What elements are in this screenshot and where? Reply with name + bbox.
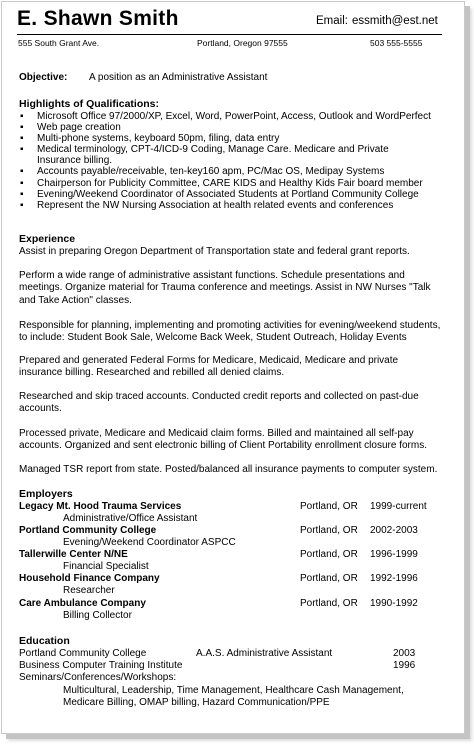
applicant-name: E. Shawn Smith <box>17 7 179 30</box>
education-row <box>19 648 449 660</box>
highlight-item: ▪ Evening/Weekend Coordinator of Associated Students at Portland Community College <box>19 189 447 200</box>
experience-paragraph: Assist in preparing Oregon Department of Transportation state and federal grant reports. <box>19 246 410 257</box>
employers-heading: Employers <box>19 488 73 500</box>
email-label: Email: <box>316 15 348 27</box>
objective-text: A position as an Administrative Assistant <box>89 72 268 83</box>
employer-years: 1999-current <box>370 501 427 512</box>
degree: A.A.S. Administrative Assistant <box>196 648 333 659</box>
education-year: 1996 <box>393 660 416 671</box>
employer-row <box>19 598 449 610</box>
employer-city: Portland, OR <box>300 598 358 609</box>
highlights-list <box>19 111 447 211</box>
highlights-heading: Highlights of Qualifications: <box>19 98 159 110</box>
employer-city: Portland, OR <box>300 501 358 512</box>
employer-city: Portland, OR <box>300 549 358 560</box>
school-name: Business Computer Training Institute <box>19 660 183 671</box>
employer-years: 1992-1996 <box>370 573 418 584</box>
highlight-item: ▪ Multi-phone systems, keyboard 50pm, filing, data entry <box>19 133 447 144</box>
objective-label: Objective: <box>19 72 68 83</box>
employer-name: Household Finance Company <box>19 573 160 584</box>
street-address: 555 South Grant Ave. <box>18 38 100 48</box>
employer-role: Administrative/Office Assistant <box>63 513 198 524</box>
employer-years: 1996-1999 <box>370 549 418 560</box>
highlight-item: ▪ Accounts payable/receivable, ten-key160 apm, PC/Mac OS, Medipay Systems <box>19 166 447 177</box>
experience-paragraph: Managed TSR report from state. Posted/balanced all insurance payments to computer system. <box>19 464 438 475</box>
employer-row <box>19 549 449 561</box>
education-heading: Education <box>19 635 70 647</box>
experience-paragraph: Prepared and generated Federal Forms for Medicare, Medicaid, Medicare and private insurance billing. Researched and rebilled all denied claims. <box>19 355 399 379</box>
seminars-label: Seminars/Conferences/Workshops: <box>19 672 177 683</box>
highlight-item: ▪ Chairperson for Publicity Committee, CARE KIDS and Healthy Kids Fair board member <box>19 178 447 189</box>
highlight-item: ▪ Microsoft Office 97/2000/XP, Excel, Word, PowerPoint, Access, Outlook and WordPerfect <box>19 111 447 122</box>
employer-role: Billing Collector <box>63 610 132 621</box>
employer-name: Tallerwille Center N/NE <box>19 549 128 560</box>
employer-years: 2002-2003 <box>370 525 418 536</box>
employer-name: Care Ambulance Company <box>19 598 146 609</box>
employer-city: Portland, OR <box>300 525 358 536</box>
employer-years: 1990-1992 <box>370 598 418 609</box>
experience-paragraph: Researched and skip traced accounts. Conducted credit reports and collected on past-due accounts. <box>19 391 419 415</box>
highlight-item: ▪ Web page creation <box>19 122 447 133</box>
education-year: 2003 <box>393 648 416 659</box>
city-state-zip: Portland, Oregon 97555 <box>197 38 288 48</box>
email-address: essmith@est.net <box>352 15 438 27</box>
highlight-item: ▪ Represent the NW Nursing Association at health related events and conferences <box>19 200 447 211</box>
employer-row <box>19 501 449 513</box>
education-row <box>19 672 449 684</box>
employer-role: Evening/Weekend Coordinator ASPCC <box>63 537 236 548</box>
employer-role: Researcher <box>63 585 115 596</box>
header-rule <box>17 34 442 35</box>
experience-paragraph: Processed private, Medicare and Medicaid claim forms. Billed and maintained all self-pay accounts. Organized and sent electronic billing of Client Portability enrollment closure forms. <box>19 428 427 452</box>
employer-role: Financial Specialist <box>63 561 149 572</box>
experience-paragraph: Responsible for planning, implementing and promoting activities for evening/weekend students, to include: Student Book Sale, Welcome Back Week, Student Outreach, Holiday Events <box>19 320 441 344</box>
phone-number: 503 555-5555 <box>370 38 423 48</box>
education-row <box>19 660 449 672</box>
seminars-detail: Multicultural, Leadership, Time Management, Healthcare Cash Management, Medicare Billing, OMAP billing, Hazard Communication/PPE <box>63 685 404 709</box>
employer-row <box>19 573 449 585</box>
highlight-item: ▪ Medical terminology, CPT-4/ICD-9 Coding, Manage Care. Medicare and Private Insurance billing. <box>19 144 429 166</box>
employer-city: Portland, OR <box>300 573 358 584</box>
experience-heading: Experience <box>19 233 76 245</box>
employer-name: Portland Community College <box>19 525 157 536</box>
employer-row <box>19 525 449 537</box>
school-name: Portland Community College <box>19 648 147 659</box>
employer-name: Legacy Mt. Hood Trauma Services <box>19 501 182 512</box>
experience-paragraph: Perform a wide range of administrative assistant functions. Schedule presentations and meetings. Organize material for Trauma conference and meetings. Assist in NW Nurses "Talk and Take Action" classes. <box>19 270 431 306</box>
